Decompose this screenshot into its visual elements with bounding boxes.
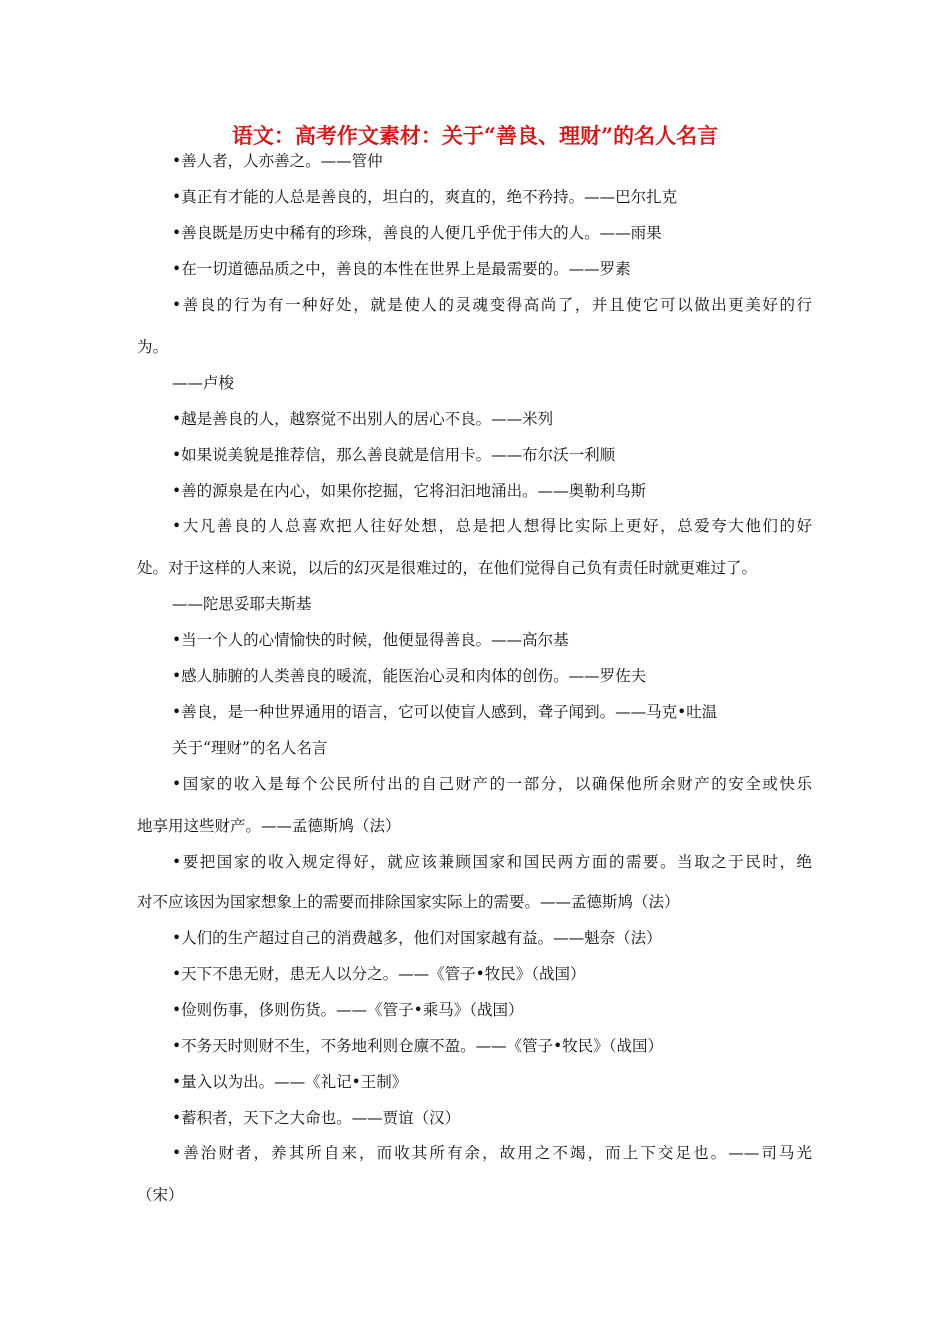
quote-line: •善人者，人亦善之。——管仲 (172, 152, 383, 170)
quote-author-line: ——陀思妥耶夫斯基 (172, 595, 312, 613)
quote-line: •如果说美貌是推荐信，那么善良就是信用卡。——布尔沃一利顺 (172, 446, 616, 464)
quote-line: •要把国家的收入规定得好，就应该兼顾国家和国民两方面的需要。当取之于民时，绝 (172, 853, 812, 871)
quote-line: （宋） (137, 1186, 184, 1204)
section-heading: 关于“理财”的名人名言 (172, 739, 328, 757)
quote-line: 地享用这些财产。——孟德斯鸠（法） (137, 817, 401, 835)
quote-line: 处。对于这样的人来说，以后的幻灭是很难过的，在他们觉得自己负有责任时就更难过了。 (137, 559, 758, 577)
quote-line: •当一个人的心情愉快的时候，他便显得善良。——高尔基 (172, 631, 569, 649)
quote-line: •人们的生产超过自己的消费越多，他们对国家越有益。——魁奈（法） (172, 929, 662, 947)
quote-line: •善良的行为有一种好处，就是使人的灵魂变得高尚了，并且使它可以做出更美好的行 (172, 296, 812, 314)
quote-line: •善治财者，养其所自来，而收其所有余，故用之不竭，而上下交足也。——司马光 (172, 1144, 812, 1162)
quote-author-line: ——卢梭 (172, 374, 235, 392)
quote-line: •善良既是历史中稀有的珍珠，善良的人便几乎优于伟大的人。——雨果 (172, 224, 662, 242)
quote-line: •蓄积者，天下之大命也。——贾谊（汉） (172, 1109, 461, 1127)
quote-line: 为。 (137, 338, 169, 356)
quote-line: •大凡善良的人总喜欢把人往好处想，总是把人想得比实际上更好，总爱夸大他们的好 (172, 517, 812, 535)
quote-line: •国家的收入是每个公民所付出的自己财产的一部分，以确保他所余财产的安全或快乐 (172, 775, 812, 793)
quote-line: •真正有才能的人总是善良的，坦白的，爽直的，绝不矜持。——巴尔扎克 (172, 188, 678, 206)
quote-line: 对不应该因为国家想象上的需要而排除国家实际上的需要。——孟德斯鸠（法） (137, 893, 680, 911)
quote-line: •在一切道德品质之中，善良的本性在世界上是最需要的。——罗素 (172, 260, 631, 278)
quote-line: •天下不患无财，患无人以分之。——《管子•牧民》（战国） (172, 965, 586, 983)
quote-line: •俭则伤事，侈则伤货。——《管子•乘马》（战国） (172, 1001, 524, 1019)
document-title: 语文：高考作文素材：关于“善良、理财”的名人名言 (231, 123, 719, 148)
quote-line: •感人肺腑的人类善良的暖流，能医治心灵和肉体的创伤。——罗佐夫 (172, 667, 647, 685)
quote-line: •善的源泉是在内心，如果你挖掘，它将汩汩地涌出。——奥勒利乌斯 (172, 482, 647, 500)
quote-line: •量入以为出。——《礼记•王制》 (172, 1073, 408, 1091)
quote-line: •越是善良的人，越察觉不出别人的居心不良。——米列 (172, 410, 554, 428)
quote-line: •不务天时则财不生，不务地利则仓廪不盈。——《管子•牧民》（战国） (172, 1037, 664, 1055)
quote-line: •善良，是一种世界通用的语言，它可以使盲人感到，聋子闻到。——马克•吐温 (172, 703, 718, 721)
